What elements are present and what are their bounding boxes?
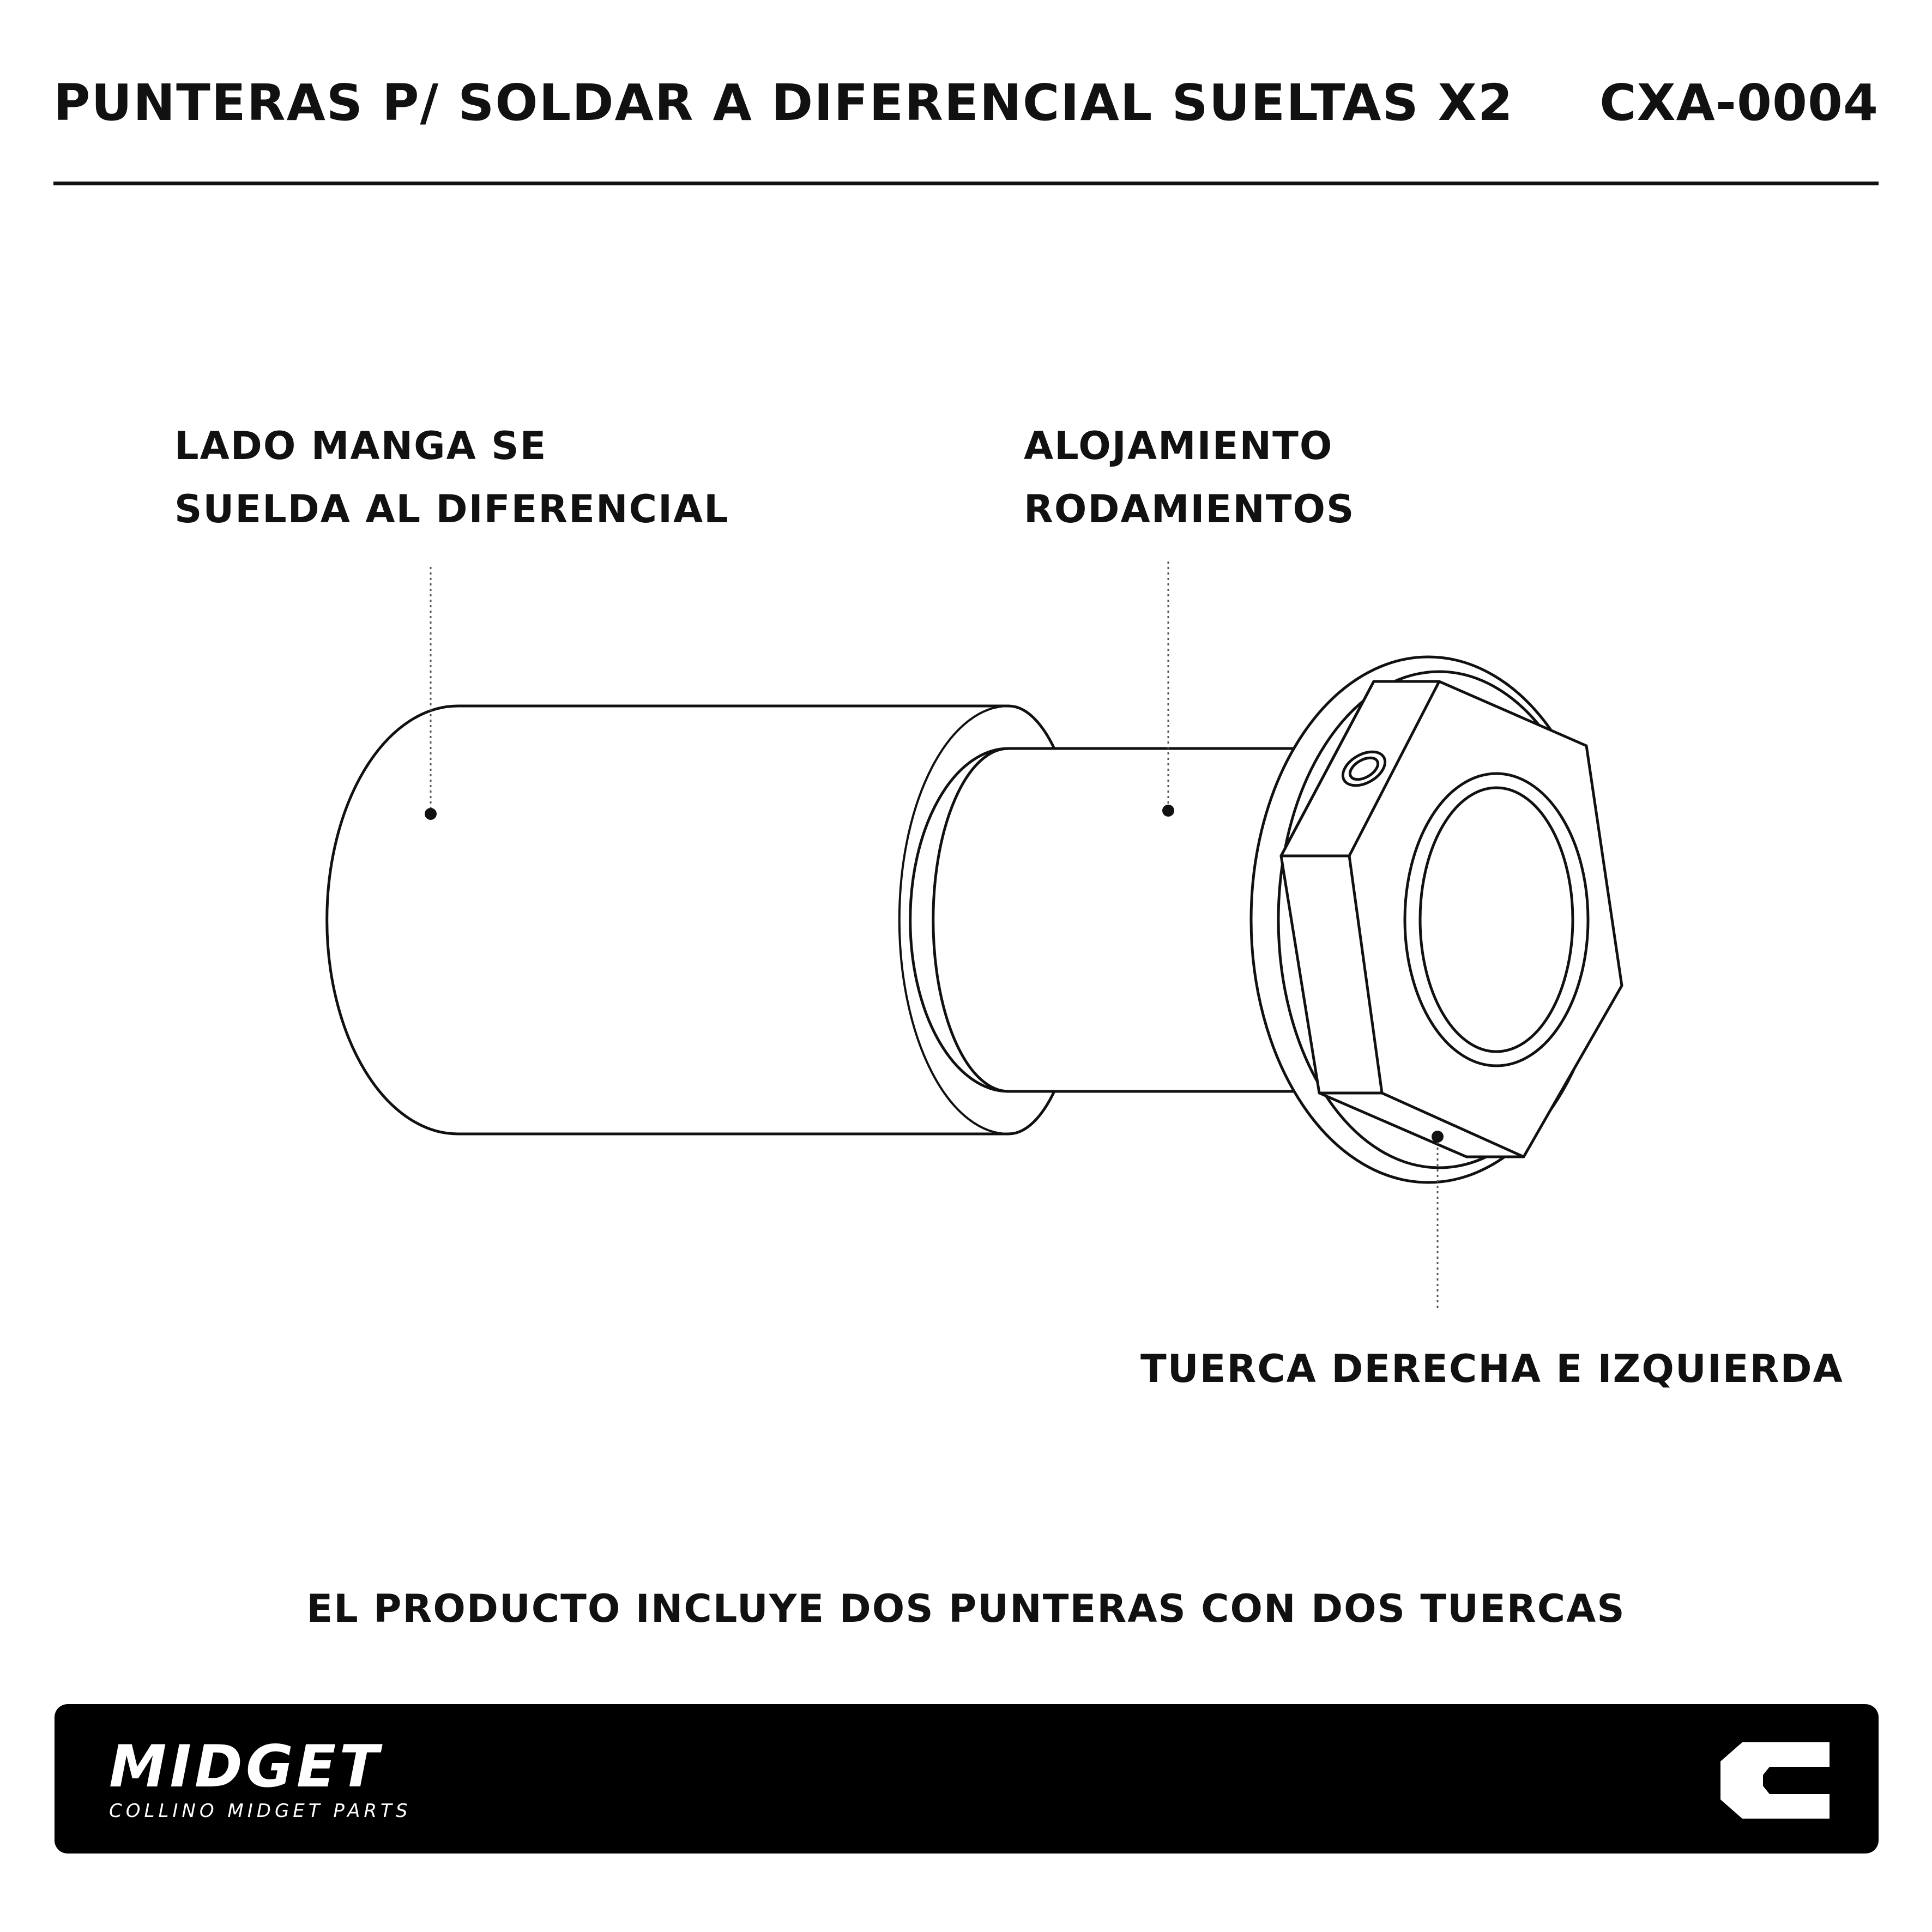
- brand-name: MIDGET: [109, 1733, 382, 1800]
- page-title: PUNTERAS P/ SOLDAR A DIFERENCIAL SUELTAS X2: [53, 74, 1514, 132]
- callout-nut: TUERCA DERECHA E IZQUIERDA: [1140, 1347, 1844, 1391]
- brand-tagline: COLLINO MIDGET PARTS: [109, 1800, 412, 1822]
- callout-sleeve-side: [174, 414, 729, 541]
- callout-bearing-housing: [1024, 414, 1355, 541]
- product-note: EL PRODUCTO INCLUYE DOS PUNTERAS CON DOS TUERCAS: [306, 1586, 1626, 1631]
- footer-banner: [55, 1704, 1879, 1853]
- callout-sleeve-line-2: SUELDA AL DIFERENCIAL: [174, 487, 729, 532]
- callout-housing-line-2: RODAMIENTOS: [1024, 487, 1355, 532]
- leader-dot-sleeve: [425, 808, 437, 820]
- brand-block: [109, 1733, 412, 1822]
- leader-dot-housing: [1162, 805, 1174, 817]
- leader-dot-nut: [1432, 1131, 1444, 1143]
- collino-c-logo-icon: [1720, 1742, 1830, 1819]
- callout-sleeve-line-1: LADO MANGA SE: [174, 424, 547, 468]
- callout-housing-line-1: ALOJAMIENTO: [1024, 424, 1333, 468]
- product-code: CXA-0004: [1599, 74, 1879, 132]
